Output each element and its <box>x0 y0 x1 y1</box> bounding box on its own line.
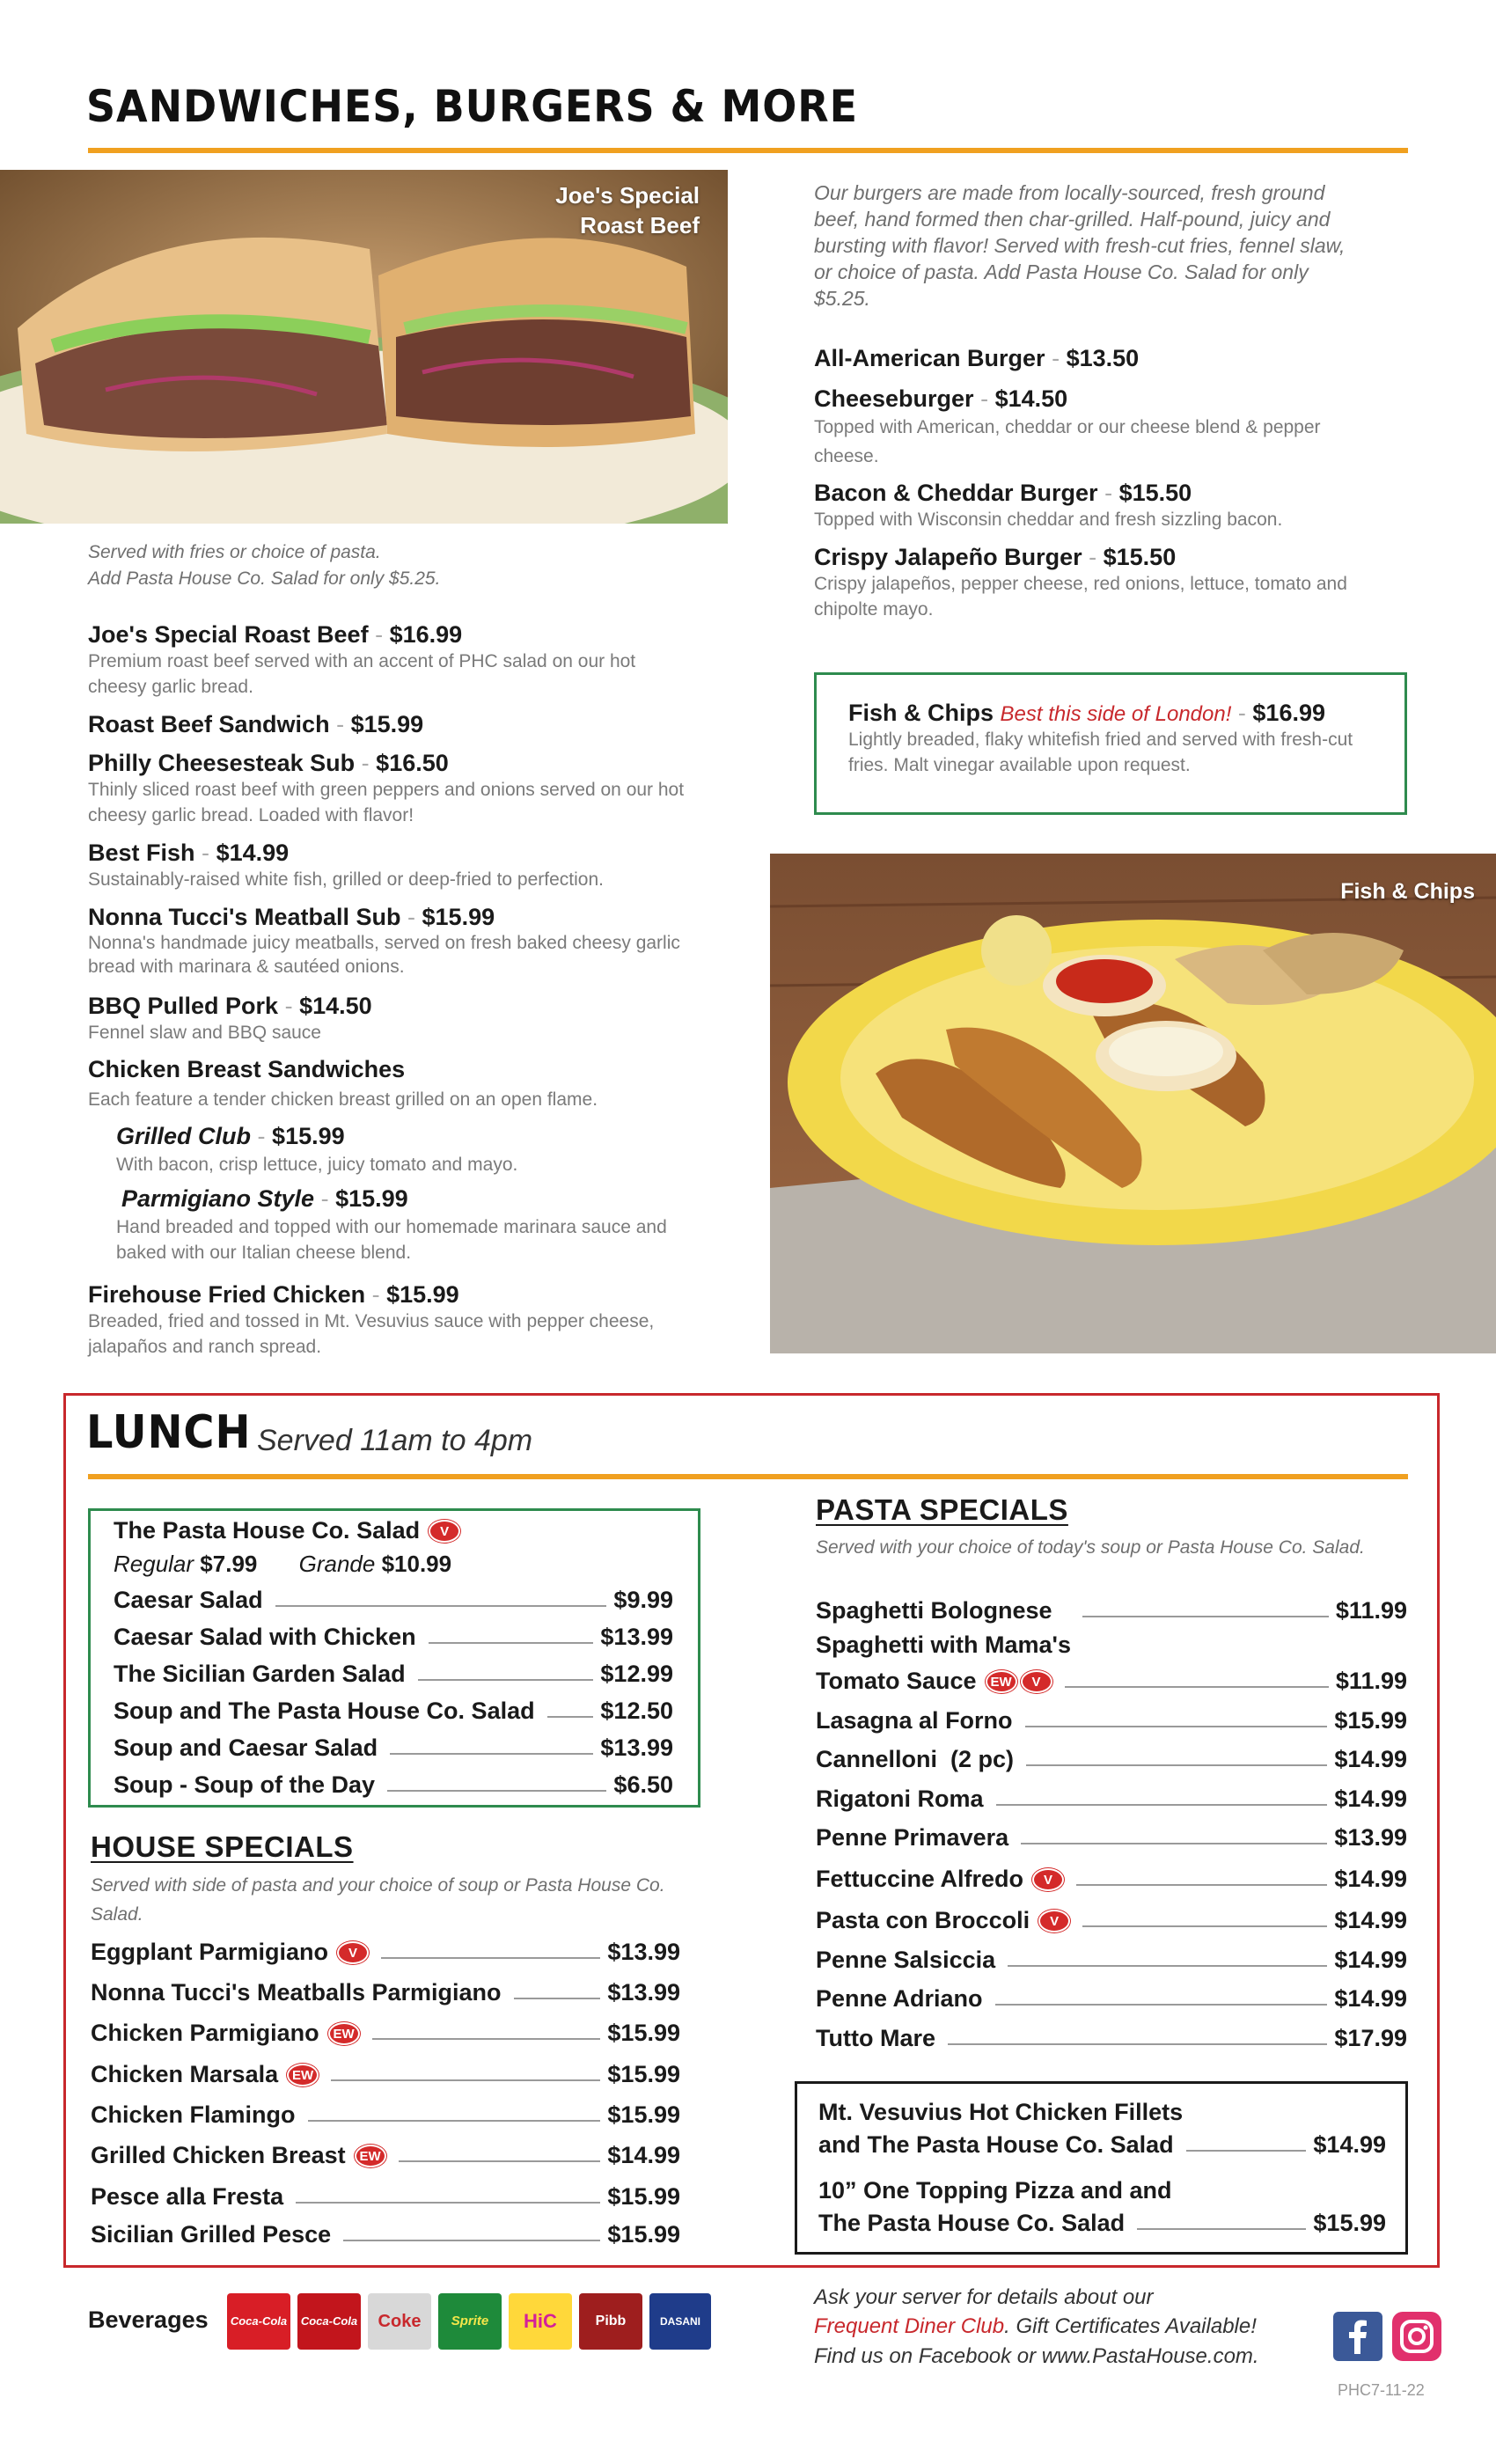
item-price: $14.99 <box>1334 1746 1407 1772</box>
item-name: Caesar Salad <box>114 1587 263 1613</box>
jalapeno-burger-item: Crispy Jalapeño Burger - $15.50 Crispy jalapeños, pepper cheese, red onions, lettuce, tomato and chipolte mayo. <box>814 544 1395 622</box>
item-price: $14.99 <box>1334 1786 1407 1812</box>
item-price: $14.99 <box>1334 1985 1407 2012</box>
eat-well-badge-icon: EW <box>986 1670 1017 1693</box>
pasta-special-row <box>816 1593 1407 1624</box>
house-specials-title: HOUSE SPECIALS <box>91 1830 354 1863</box>
item-price: $15.99 <box>335 1185 408 1212</box>
house-special-row <box>91 2015 680 2047</box>
item-name: All-American Burger <box>814 345 1045 371</box>
eat-well-badge-icon: EW <box>328 2022 360 2045</box>
item-desc: Hand breaded and topped with our homemade marinara sauce and baked with our Italian cheese blend. <box>116 1217 667 1263</box>
pasta-special-row <box>816 1820 1407 1852</box>
house-special-row <box>91 1934 680 1966</box>
item-name: Penne Adriano <box>816 1985 983 2012</box>
facebook-icon[interactable] <box>1333 2312 1382 2361</box>
salad-row <box>114 1730 673 1762</box>
sprite-logo: Sprite <box>438 2293 502 2350</box>
item-price: $15.99 <box>607 2101 680 2128</box>
item-price: $15.99 <box>607 2020 680 2046</box>
instagram-icon[interactable] <box>1392 2312 1441 2361</box>
chicken-sandwiches-desc: Each feature a tender chicken breast grilled on an open flame. <box>88 1089 598 1110</box>
item-name: Lasagna al Forno <box>816 1707 1013 1734</box>
meatball-sub-item: Nonna Tucci's Meatball Sub - $15.99 Nonna's handmade juicy meatballs, served on fresh baked cheesy garlic bread with marinara & sautéed onions. <box>88 904 695 979</box>
item-name: Fish & Chips <box>848 700 994 726</box>
pasta-special-row <box>816 1981 1407 2013</box>
hic-logo: HiC <box>509 2293 572 2350</box>
item-price: $6.50 <box>613 1771 673 1798</box>
item-price: $14.99 <box>1313 2131 1386 2158</box>
item-price: $13.99 <box>1334 1824 1407 1851</box>
frequent-diner-club-link[interactable]: Frequent Diner Club <box>814 2314 1005 2338</box>
item-name: Penne Primavera <box>816 1824 1009 1851</box>
salad-row <box>114 1656 673 1688</box>
item-price: $15.99 <box>386 1281 459 1308</box>
item-desc: Thinly sliced roast beef with green peppers and onions served on our hot cheesy garlic bread. Loaded with flavor! <box>88 780 685 825</box>
item-name: Pasta con Broccoli <box>816 1907 1030 1933</box>
grande-label: Grande <box>298 1551 376 1577</box>
item-price: $15.99 <box>607 2183 680 2210</box>
item-price: $14.99 <box>1334 1866 1407 1892</box>
item-price: $15.99 <box>607 2061 680 2087</box>
item-name: Spaghetti Bolognese <box>816 1597 1052 1624</box>
item-name: The Sicilian Garden Salad <box>114 1661 406 1687</box>
pasta-special-row <box>816 1942 1407 1974</box>
item-price: $13.99 <box>600 1734 673 1761</box>
footer-line3: Find us on Facebook or www.PastaHouse.com. <box>814 2344 1259 2368</box>
fish-chips-box: Fish & Chips Best this side of London! - $16.99 Lightly breaded, flaky whitefish fried and served with fresh-cut fries. Malt vinegar available upon request. <box>814 672 1407 815</box>
sandwiches-title-rule <box>88 148 1408 153</box>
item-price: $15.99 <box>272 1123 345 1149</box>
lunch-title-rule <box>88 1474 1408 1479</box>
joes-roast-beef-item: Joe's Special Roast Beef - $16.99 Premium roast beef served with an accent of PHC salad on our hot cheesy garlic bread. <box>88 621 695 700</box>
item-name: Bacon & Cheddar Burger <box>814 480 1098 506</box>
item-desc: Breaded, fried and tossed in Mt. Vesuvius sauce with pepper cheese, jalapaños and ranch spread. <box>88 1311 655 1357</box>
item-price: $13.99 <box>607 1939 680 1965</box>
all-american-burger-item: All-American Burger - $13.50 <box>814 345 1140 371</box>
grilled-club-item: Grilled Club - $15.99 With bacon, crisp lettuce, juicy tomato and mayo. <box>116 1123 715 1177</box>
regular-price: $7.99 <box>200 1551 258 1577</box>
item-name: The Pasta House Co. Salad <box>818 2210 1126 2236</box>
item-price: $9.99 <box>613 1587 673 1613</box>
item-name: Soup and The Pasta House Co. Salad <box>114 1698 535 1724</box>
item-price: $13.50 <box>1066 345 1140 371</box>
item-name: Joe's Special Roast Beef <box>88 621 369 648</box>
item-price: $14.99 <box>216 840 290 866</box>
item-name: Soup and Caesar Salad <box>114 1734 378 1761</box>
chicken-sandwiches-group <box>88 1056 704 1112</box>
item-price: $14.99 <box>1334 1947 1407 1973</box>
coca-cola-logo: Coca-Cola <box>227 2293 290 2350</box>
tomato-sauce-line1: Spaghetti with Mama's <box>816 1632 1071 1658</box>
item-name: Grilled Chicken Breast <box>91 2142 346 2168</box>
house-special-row <box>91 2097 680 2129</box>
regular-label: Regular <box>114 1551 194 1577</box>
vegetarian-badge-icon: V <box>1021 1670 1052 1693</box>
combo2-line1: 10” One Topping Pizza and and <box>818 2177 1172 2204</box>
pasta-specials-note: Served with your choice of today's soup or Pasta House Co. Salad. <box>816 1537 1365 1558</box>
item-name: Chicken Flamingo <box>91 2101 296 2128</box>
item-desc: Fennel slaw and BBQ sauce <box>88 1023 321 1043</box>
combo2-row <box>818 2205 1386 2237</box>
item-price: $15.99 <box>1334 1707 1407 1734</box>
item-price: $11.99 <box>1335 1597 1407 1624</box>
item-price: $12.50 <box>600 1698 673 1724</box>
pasta-special-row <box>816 1742 1407 1773</box>
item-name: Pesce alla Fresta <box>91 2183 284 2210</box>
roast-beef-photo-label: Joe's Special Roast Beef <box>555 182 700 238</box>
item-desc: Sustainably-raised white fish, grilled or deep-fried to perfection. <box>88 869 604 890</box>
grande-price: $10.99 <box>381 1551 452 1577</box>
item-name: Soup - Soup of the Day <box>114 1771 375 1798</box>
item-price: $15.50 <box>1103 544 1177 570</box>
item-price: $14.99 <box>607 2142 680 2168</box>
item-name: Roast Beef Sandwich <box>88 711 330 737</box>
pasta-special-row <box>816 1663 1407 1695</box>
salad-size-prices <box>114 1551 451 1578</box>
item-price: $16.99 <box>389 621 463 648</box>
eat-well-badge-icon: EW <box>287 2064 319 2086</box>
pasta-special-row <box>816 2020 1407 2052</box>
roast-beef-photo <box>0 170 728 524</box>
house-special-row <box>91 2138 680 2169</box>
beverages-label: Beverages <box>88 2306 209 2333</box>
item-name: Nonna Tucci's Meatballs Parmigiano <box>91 1979 502 2006</box>
pibb-logo: Pibb <box>579 2293 642 2350</box>
item-name: Best Fish <box>88 840 195 866</box>
footer-line2-text: . Gift Certificates Available! <box>1004 2314 1257 2338</box>
vegetarian-badge-icon: V <box>429 1520 460 1543</box>
eat-well-badge-icon: EW <box>355 2145 386 2167</box>
best-fish-item: Best Fish - $14.99 Sustainably-raised white fish, grilled or deep-fried to perfection. <box>88 840 704 892</box>
parmigiano-style-item: Parmigiano Style - $15.99 Hand breaded and topped with our homemade marinara sauce and baked with our Italian cheese blend. <box>116 1185 679 1265</box>
item-name: BBQ Pulled Pork <box>88 993 279 1019</box>
item-name: The Pasta House Co. Salad <box>114 1517 421 1544</box>
item-name: Crispy Jalapeño Burger <box>814 544 1082 570</box>
fish-chips-photo-label: Fish & Chips <box>1340 879 1475 904</box>
item-name: Sicilian Grilled Pesce <box>91 2221 332 2248</box>
item-name: Chicken Marsala <box>91 2061 279 2087</box>
item-name: Philly Cheesesteak Sub <box>88 750 356 776</box>
combo1-row <box>818 2127 1386 2159</box>
item-price: $11.99 <box>1335 1668 1407 1694</box>
diet-coke-logo: Coke <box>368 2293 431 2350</box>
salad-row <box>114 1693 673 1725</box>
item-price: $15.99 <box>607 2221 680 2248</box>
bbq-pulled-pork-item: BBQ Pulled Pork - $14.50 Fennel slaw and BBQ sauce <box>88 993 695 1045</box>
item-name: Penne Salsiccia <box>816 1947 996 1973</box>
lunch-title: LUNCH <box>86 1406 252 1459</box>
item-price: $15.99 <box>1313 2210 1386 2236</box>
item-name: Tomato Sauce <box>816 1668 977 1694</box>
item-name: Tutto Mare <box>816 2025 935 2051</box>
vegetarian-badge-icon: V <box>1032 1868 1064 1891</box>
item-price: $14.50 <box>994 385 1068 412</box>
item-price: $12.99 <box>600 1661 673 1687</box>
burger-intro: Our burgers are made from locally-sourced, fresh ground beef, hand formed then char-grilled. Half-pound, juicy and bursting with flavor! Served with fresh-cut fries, fennel slaw, or choice of pasta. Add Pasta House Co. Salad for only $5.25. <box>814 181 1346 310</box>
house-special-row <box>91 2179 680 2211</box>
item-desc: Premium roast beef served with an accent of PHC salad on our hot cheesy garlic bread. <box>88 651 636 697</box>
philly-cheesesteak-item: Philly Cheesesteak Sub - $16.50 Thinly sliced roast beef with green peppers and onions served on our hot cheesy garlic bread. Loaded with flavor! <box>88 750 695 828</box>
pasta-special-row <box>816 1781 1407 1813</box>
house-special-row <box>91 2217 680 2248</box>
item-name: Eggplant Parmigiano <box>91 1939 329 1965</box>
footer-line1: Ask your server for details about our <box>814 2285 1154 2309</box>
pasta-house-salad-row <box>114 1517 460 1544</box>
item-price: $15.99 <box>422 904 495 930</box>
item-desc: Topped with American, cheddar or our cheese blend & pepper cheese. <box>814 417 1321 466</box>
item-name: Fettuccine Alfredo <box>816 1866 1024 1892</box>
vegetarian-badge-icon: V <box>337 1941 369 1964</box>
menu-code: PHC7-11-22 <box>1338 2381 1425 2399</box>
item-price: $15.50 <box>1118 480 1192 506</box>
item-name: Caesar Salad with Chicken <box>114 1624 416 1650</box>
item-name: Cannelloni (2 pc) <box>816 1746 1015 1772</box>
item-name: Parmigiano Style <box>121 1185 315 1212</box>
sandwiches-section-title: SANDWICHES, BURGERS & MORE <box>86 81 858 132</box>
combo1-line1: Mt. Vesuvius Hot Chicken Fillets <box>818 2099 1184 2125</box>
house-specials-note: Served with side of pasta and your choice of soup or Pasta House Co. Salad. <box>91 1875 665 1925</box>
item-name: Cheeseburger <box>814 385 974 412</box>
coca-cola-zero-logo: Coca-Cola <box>297 2293 361 2350</box>
item-name: Chicken Parmigiano <box>91 2020 319 2046</box>
vegetarian-badge-icon: V <box>1038 1910 1070 1932</box>
house-special-row <box>91 2057 680 2088</box>
item-price: $15.99 <box>350 711 424 737</box>
item-price: $14.50 <box>299 993 372 1019</box>
cheeseburger-item: Cheeseburger - $14.50 Topped with American, cheddar or our cheese blend & pepper cheese. <box>814 385 1377 471</box>
item-price: $16.99 <box>1252 700 1325 726</box>
fish-chips-tagline: Best this side of London! <box>1000 702 1232 726</box>
item-desc: With bacon, crisp lettuce, juicy tomato and mayo. <box>116 1155 518 1175</box>
item-name: Rigatoni Roma <box>816 1786 984 1812</box>
roast-beef-sandwich-item: Roast Beef Sandwich - $15.99 <box>88 711 424 737</box>
item-desc: Lightly breaded, flaky whitefish fried and served with fresh-cut fries. Malt vinegar available upon request. <box>848 730 1353 775</box>
item-name: Grilled Club <box>116 1123 252 1149</box>
salad-row <box>114 1619 673 1651</box>
item-desc: Nonna's handmade juicy meatballs, served on fresh baked cheesy garlic bread with marinara & sautéed onions. <box>88 933 680 977</box>
firehouse-chicken-item: Firehouse Fried Chicken - $15.99 Breaded, fried and tossed in Mt. Vesuvius sauce with pepper cheese, jalapaños and ranch spread. <box>88 1281 695 1360</box>
dasani-logo: DASANI <box>649 2293 711 2350</box>
chicken-sandwiches-title: Chicken Breast Sandwiches <box>88 1056 406 1082</box>
salad-row <box>114 1767 673 1799</box>
item-name: Nonna Tucci's Meatball Sub <box>88 904 401 930</box>
item-price: $13.99 <box>600 1624 673 1650</box>
salad-row <box>114 1582 673 1614</box>
served-note-1: Served with fries or choice of pasta. <box>88 542 381 562</box>
footer-line2 <box>814 2314 1257 2339</box>
pasta-specials-title: PASTA SPECIALS <box>816 1493 1068 1526</box>
item-name: and The Pasta House Co. Salad <box>818 2131 1174 2158</box>
house-special-row <box>91 1975 680 2006</box>
item-price: $14.99 <box>1334 1907 1407 1933</box>
bacon-cheddar-burger-item: Bacon & Cheddar Burger - $15.50 Topped with Wisconsin cheddar and fresh sizzling bacon. <box>814 480 1395 532</box>
item-name: Firehouse Fried Chicken <box>88 1281 366 1308</box>
pasta-special-row <box>816 1903 1407 1934</box>
served-note-2: Add Pasta House Co. Salad for only $5.25. <box>88 568 441 589</box>
item-price: $17.99 <box>1334 2025 1407 2051</box>
pasta-special-row <box>816 1703 1407 1734</box>
item-price: $16.50 <box>376 750 449 776</box>
item-desc: Topped with Wisconsin cheddar and fresh sizzling bacon. <box>814 510 1283 530</box>
pasta-special-row <box>816 1861 1407 1893</box>
fish-chips-photo <box>770 854 1496 1353</box>
item-desc: Crispy jalapeños, pepper cheese, red onions, lettuce, tomato and chipolte mayo. <box>814 574 1347 620</box>
lunch-subtitle: Served 11am to 4pm <box>257 1424 533 1457</box>
item-price: $13.99 <box>607 1979 680 2006</box>
